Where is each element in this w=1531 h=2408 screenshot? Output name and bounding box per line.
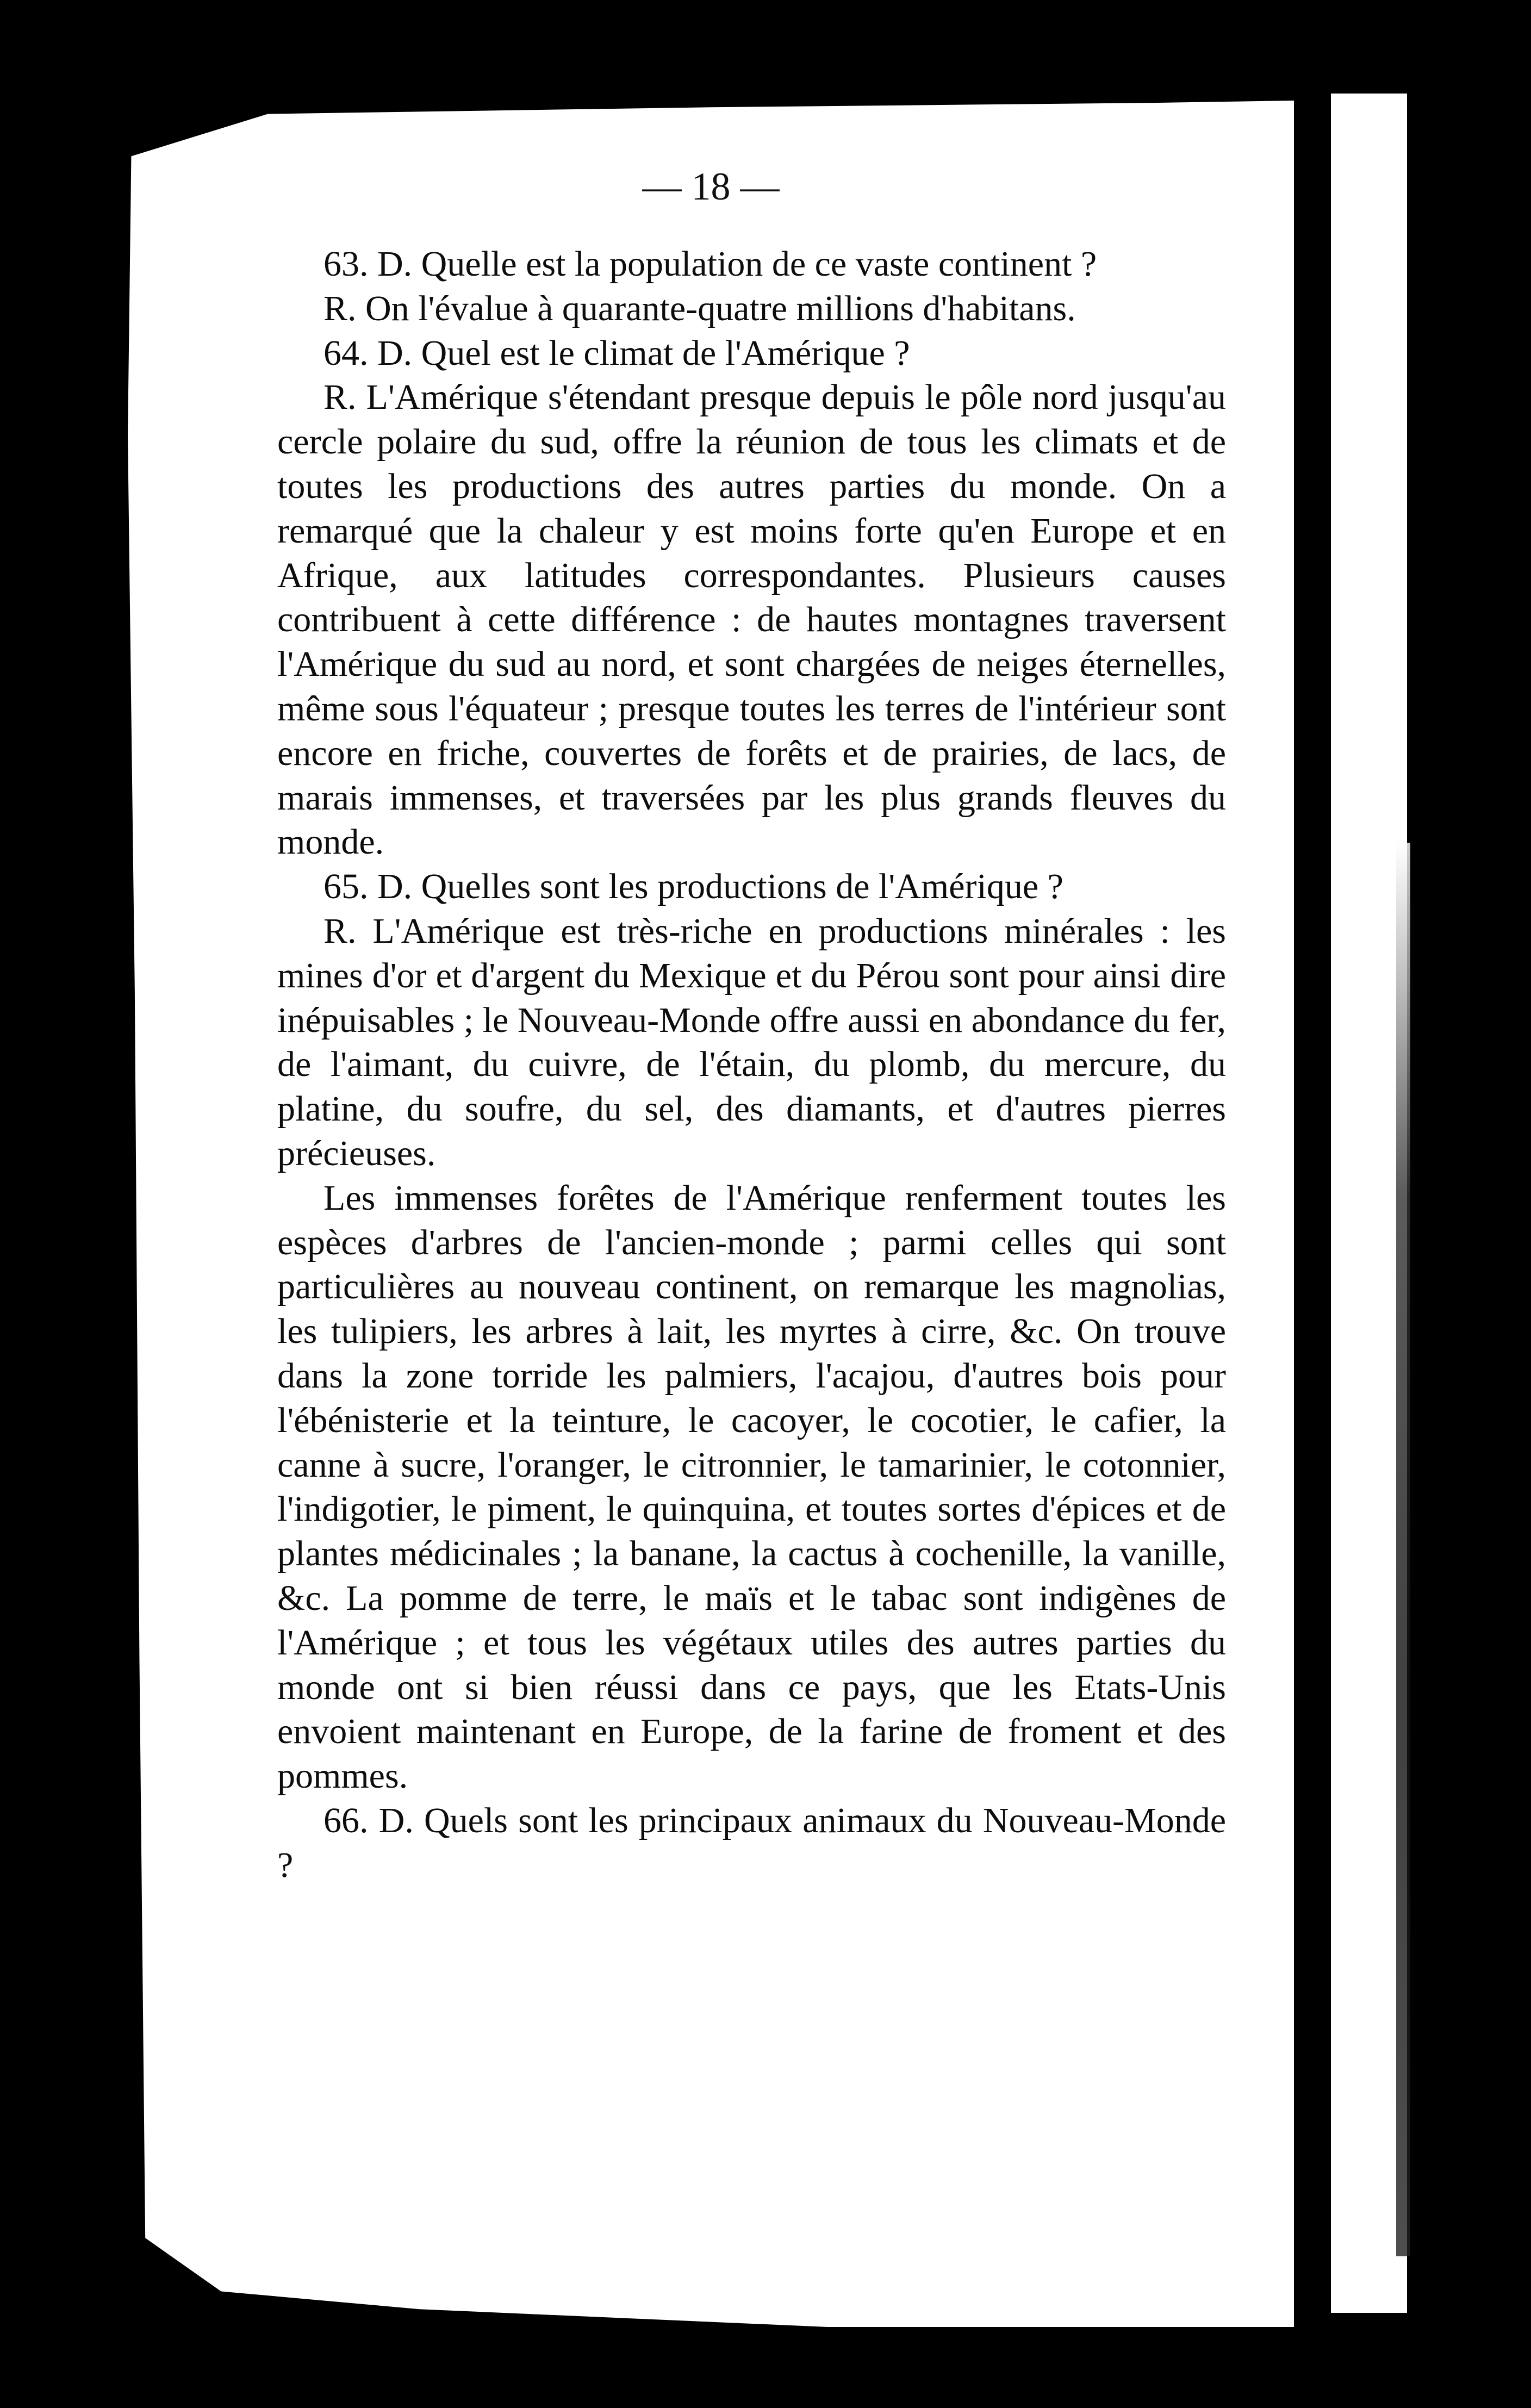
question-65: 65. D. Quelles sont les productions de l'Amérique ? — [323, 867, 1063, 907]
question-63: 63. D. Quelle est la population de ce vaste continent ? — [323, 244, 1097, 284]
answer-63: R. On l'évalue à quarante-quatre millions d'habitans. — [323, 288, 1076, 328]
page-number: — 18 — — [642, 165, 780, 208]
question-66: 66. D. Quels sont les principaux animaux du Nouveau-Monde ? — [277, 1800, 1226, 1885]
answer-65-continued: Les immenses forêtes de l'Amérique renferment toutes les espèces d'arbres de l'ancien-monde ; parmi celles qui sont particulières au nouveau continent, on remarque les magnolias, les tulipiers, les arbres à lait, les myrtes à cirre, &c. On trouve dans la zone torride les palmiers, l'acajou, d'autres bois pour l'ébénisterie et la teinture, le cacoyer, le cocotier, le cafier, la canne à sucre, l'oranger, le citronnier, le tamarinier, le cotonnier, l'indigotier, le piment, le quinquina, et toutes sortes d'épices et de plantes médicinales ; la banane, la cactus à cochenille, la vanille, &c. La pomme de terre, le maïs et le tabac sont indigènes de l'Amérique ; et tous les végétaux utiles des autres parties du monde ont si bien réussi dans ce pays, que les Etats-Unis envoient maintenant en Europe, de la farine de froment et des pommes. — [277, 1178, 1226, 1796]
page-edge-shadow — [1396, 843, 1410, 2256]
answer-64: R. L'Amérique s'étendant presque depuis le pôle nord jusqu'au cercle polaire du sud, offre la réunion de tous les climats et de toutes les productions des autres parties du monde. On a remarqué que la chaleur y est moins forte qu'en Europe et en Afrique, aux latitudes correspondantes. Plusieurs causes contribuent à cette différence : de hautes montagnes traversent l'Amérique du sud au nord, et sont chargées de neiges éternelles, même sous l'équateur ; presque toutes les terres de l'intérieur sont encore en friche, couvertes de forêts et de prairies, de lacs, de marais immenses, et traversées par les plus grands fleuves du monde. — [277, 377, 1226, 862]
answer-65: R. L'Amérique est très-riche en productions minérales : les mines d'or et d'argent du Mexique et du Pérou sont pour ainsi dire inépuisables ; le Nouveau-Monde offre aussi en abondance du fer, de l'aimant, du cuivre, de l'étain, du plomb, du mercure, du platine, du soufre, du sel, des diamants, et d'autres pierres précieuses. — [277, 911, 1226, 1173]
page-body — [277, 242, 1226, 1887]
page-edge-strip — [1331, 94, 1407, 2313]
question-64: 64. D. Quel est le climat de l'Amérique ? — [323, 333, 910, 373]
